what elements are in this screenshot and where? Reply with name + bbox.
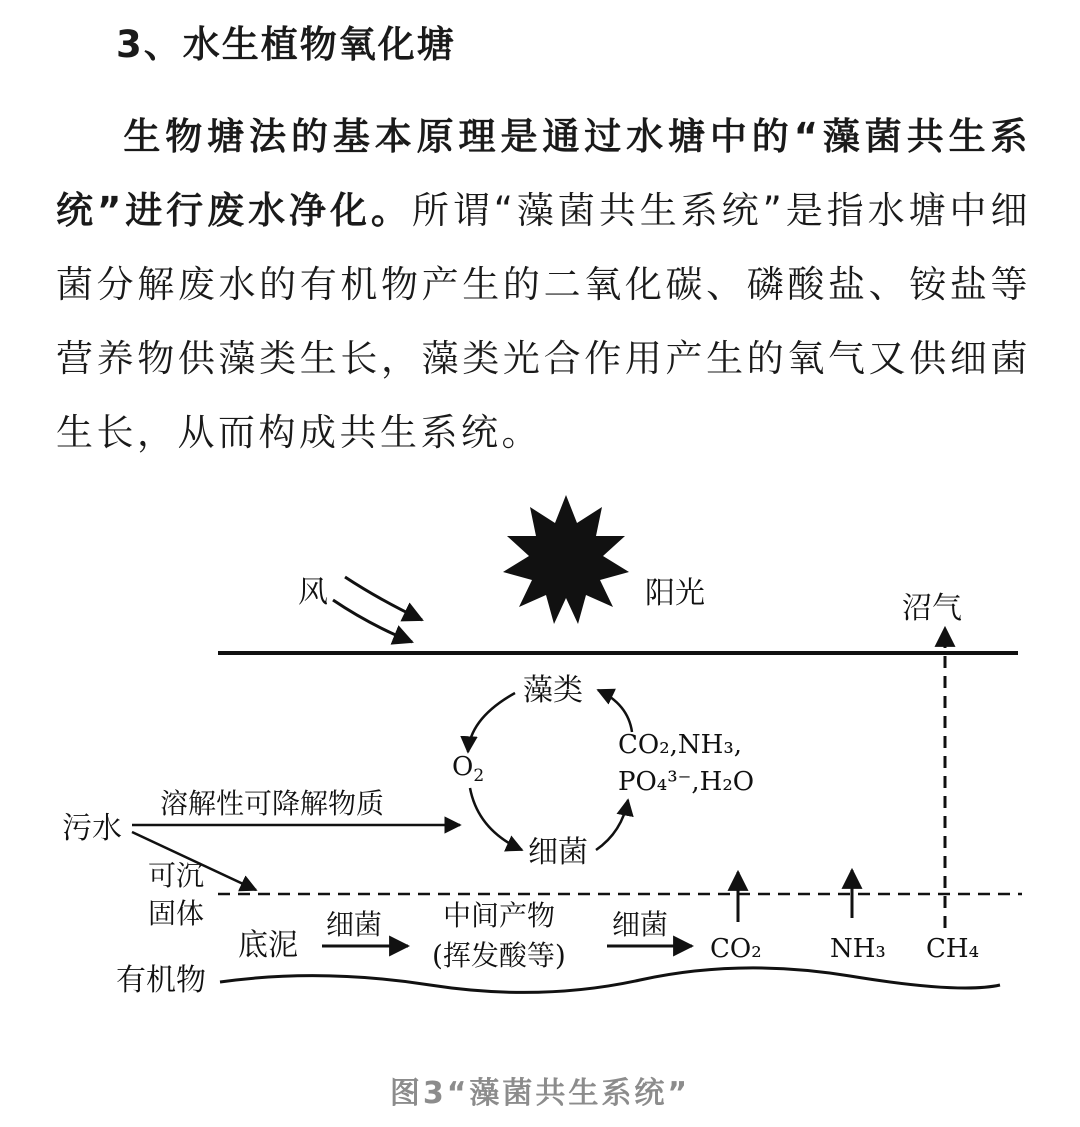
sludge-label: 底泥 bbox=[238, 928, 298, 963]
body-paragraph bbox=[56, 100, 1031, 470]
wind-label: 风 bbox=[298, 575, 328, 610]
marsh-gas-label: 沼气 bbox=[902, 591, 962, 626]
bacteria-label-2: 细菌 bbox=[326, 908, 383, 941]
arrow-bacteria-to-nutrients bbox=[596, 800, 628, 850]
settleable-label-2: 固体 bbox=[148, 897, 205, 930]
paragraph-text: 所谓“藻菌共生系统”是指水塘中细菌分解废水的有机物产生的二氧化碳、磷酸盐、铵盐等营养物供藻类生长，藻类光合作用产生的氧气又供细菌生长，从而构成共生系统。 bbox=[56, 189, 1031, 454]
arrow-oxygen-to-bacteria bbox=[470, 788, 522, 850]
section-heading: 3、水生植物氧化塘 bbox=[116, 23, 456, 66]
organics-label: 有机物 bbox=[116, 963, 206, 998]
nutrients-line-2: PO₄³⁻,H₂O bbox=[618, 767, 755, 797]
bacteria-label: 细菌 bbox=[528, 835, 588, 870]
ch4-label: CH₄ bbox=[926, 934, 979, 964]
sunlight-label: 阳光 bbox=[645, 576, 705, 611]
nh3-label: NH₃ bbox=[830, 934, 886, 964]
intermediate-label-1: 中间产物 bbox=[443, 899, 556, 932]
arrow-nutrients-to-algae bbox=[598, 690, 632, 732]
algae-bacteria-diagram bbox=[0, 480, 1080, 1040]
pond-bottom-curve bbox=[220, 968, 1000, 993]
nutrients-line-1: CO₂,NH₃, bbox=[618, 730, 743, 760]
paragraph-bold-text: 生物塘法的基本原理是通过水塘中的“藻菌共生系统”进行废水净化。 bbox=[56, 115, 1031, 232]
dissolved-label: 溶解性可降解物质 bbox=[160, 787, 385, 820]
sewage-label: 污水 bbox=[62, 811, 122, 846]
settleable-label-1: 可沉 bbox=[148, 859, 205, 892]
intermediate-label-2: (挥发酸等) bbox=[432, 939, 566, 972]
figure-caption: 图3“藻菌共生系统” bbox=[389, 1076, 691, 1111]
wind-arrow-2 bbox=[333, 600, 412, 642]
oxygen-label: $O_2$ bbox=[452, 752, 485, 786]
bacteria-label-3: 细菌 bbox=[612, 908, 669, 941]
co2-label: CO₂ bbox=[710, 934, 762, 964]
sun-icon bbox=[503, 495, 629, 624]
algae-label: 藻类 bbox=[523, 673, 583, 708]
arrow-algae-to-oxygen bbox=[468, 693, 515, 752]
